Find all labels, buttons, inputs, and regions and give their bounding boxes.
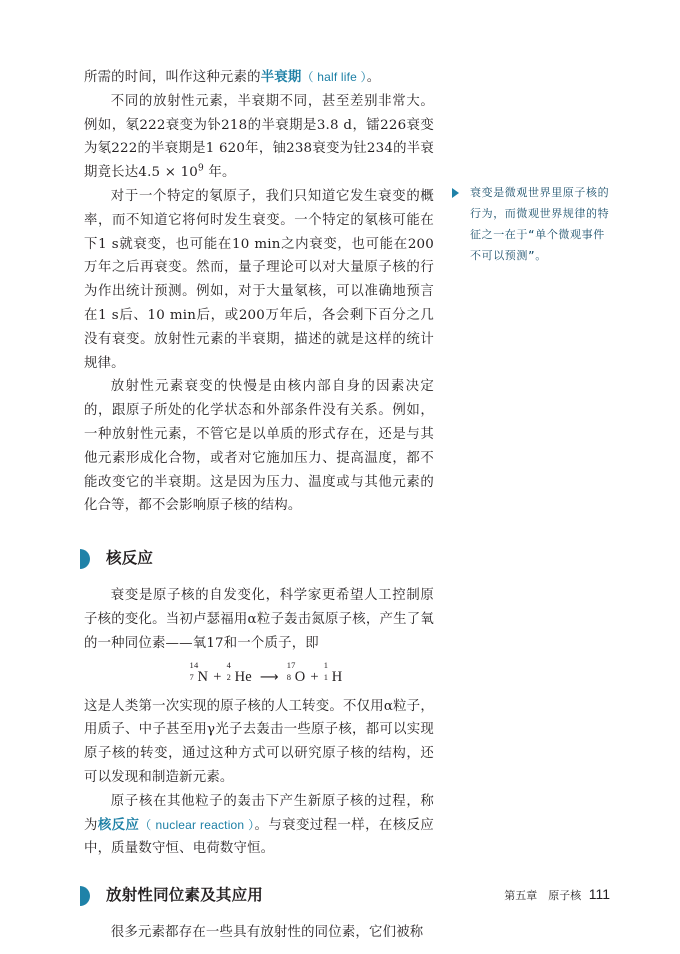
mass-number: 1 (323, 659, 329, 670)
section-heading-nuclear-reaction (84, 546, 434, 572)
page-number: 111 (588, 886, 610, 902)
element-symbol: O (294, 668, 306, 685)
page-footer (440, 886, 610, 903)
text: 原子核在其他粒子的轰击下产生新原子核的过程，称为 (84, 793, 434, 833)
section-marker-icon (80, 886, 90, 906)
margin-note (452, 182, 614, 266)
section-title: 核反应 (106, 549, 154, 568)
plus-sign: + (213, 668, 222, 685)
section-title: 放射性同位素及其应用 (106, 886, 264, 905)
section-marker-icon (80, 549, 90, 569)
main-text-column (84, 66, 434, 945)
paragraph-nuclear-reaction-definition (84, 790, 434, 861)
nuclide-nitrogen (189, 659, 209, 689)
nuclide-helium (226, 659, 252, 689)
term-half-life: 半衰期 (260, 70, 302, 85)
paragraph-half-life-examples (84, 90, 434, 185)
text: 。 (366, 70, 381, 85)
charge-number: 1 (323, 671, 329, 682)
charge-number: 2 (226, 671, 232, 682)
term-half-life-english: （ half life ） (301, 70, 367, 84)
exponent: 9 (198, 163, 204, 174)
term-nuclear-reaction-english: （ nuclear reaction ） (139, 817, 255, 832)
text: 所需的时间，叫作这种元素的 (84, 70, 261, 85)
term-nuclear-reaction: 核反应 (97, 817, 140, 833)
charge-number: 8 (286, 671, 292, 682)
element-symbol: He (234, 668, 252, 685)
paragraph-radioisotopes: 很多元素都存在一些具有放射性的同位素，它们被称 (110, 925, 424, 941)
text: 不同的放射性元素，半衰期不同，甚至差别非常大。例如，氡222衰变为钋218的半衰期是3.8 d，镭226衰变为氡222的半衰期是1 620年，铀238衰变为钍234的半衰期竟长达4.5 × 10 (84, 93, 434, 181)
paragraph-artificial-transmutation: 这是人类第一次实现的原子核的人工转变。不仅用α粒子，用质子、中子甚至用γ光子去轰击一些原子核，都可以实现原子核的转变，通过这种方式可以研究原子核的结构，还可以发现和制造新元素。 (84, 698, 434, 785)
nuclear-equation (84, 659, 434, 690)
chapter-label: 第五章 原子核 (504, 889, 582, 902)
mass-number: 4 (226, 659, 232, 670)
nuclide-oxygen (286, 659, 306, 689)
mass-number: 14 (189, 659, 199, 670)
section-heading-radioisotopes (84, 883, 434, 909)
margin-note-text: 衰变是微观世界里原子核的行为，而微观世界规律的特征之一在于“单个微观事件不可以预测”。 (470, 186, 610, 262)
paragraph-decay-factors: 放射性元素衰变的快慢是由核内部自身的因素决定的，跟原子所处的化学状态和外部条件没有关系。例如，一种放射性元素，不管它是以单质的形式存在，还是与其他元素形成化合物，或者对它施加压力、提高温度，都不能改变它的半衰期。这是因为压力、温度或与其他元素的化合等，都不会影响原子核的结构。 (84, 379, 434, 514)
paragraph-rutherford: 衰变是原子核的自发变化，科学家更希望人工控制原子核的变化。当初卢瑟福用α粒子轰击氮原子核，产生了氧的一种同位素——氧17和一个质子，即 (84, 588, 434, 651)
element-symbol: N (197, 668, 209, 685)
text: 年。 (203, 165, 236, 181)
charge-number: 7 (189, 671, 194, 682)
plus-sign: + (310, 668, 319, 685)
triangle-marker-icon (452, 188, 459, 198)
nuclide-hydrogen (323, 659, 343, 689)
element-symbol: H (331, 668, 343, 685)
mass-number: 17 (286, 659, 296, 670)
paragraph-half-life-definition (84, 66, 434, 90)
text: 。与衰变过程一样，在核反应中，质量数守恒、电荷数守恒。 (84, 817, 434, 857)
reaction-arrow-icon: ⟶ (259, 669, 279, 685)
paragraph-statistical-law: 对于一个特定的氡原子，我们只知道它发生衰变的概率，而不知道它将何时发生衰变。一个特定的氡核可能在下1 s就衰变，也可能在10 min之内衰变，也可能在200万年之后再衰变。然而，量子理论可以对大量原子核的行为作出统计预测。例如，对于大量氡核，可以准确地预言在1 s后、10 min后，或200万年后，各会剩下百分之几没有衰变。放射性元素的半衰期，描述的就是这样的统计规律。 (84, 188, 434, 371)
